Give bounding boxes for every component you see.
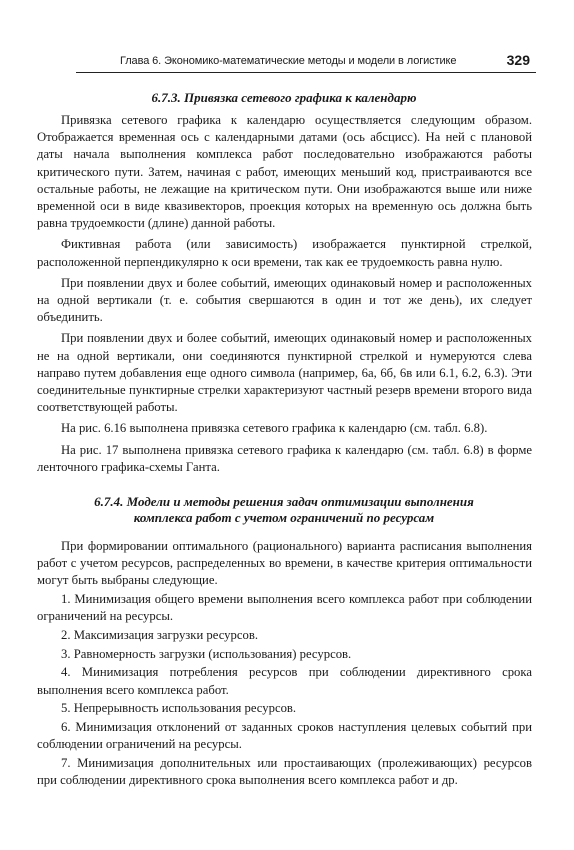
list-item: 1. Минимизация общего времени выполнения всего комплекса работ при соблюдении ограничений на ресурсы. — [37, 592, 532, 624]
list-item: 3. Равномерность загрузки (использования) ресурсов. — [61, 646, 352, 661]
heading-line: комплекса работ с учетом ограничений по ресурсам — [133, 510, 435, 525]
paragraph: На рис. 6.16 выполнена привязка сетевого графика к календарю (см. табл. 6.8). — [61, 421, 488, 436]
section-body-6-7-3 — [37, 112, 532, 476]
section-heading-6-7-4 — [36, 494, 532, 526]
list-item: 7. Минимизация дополнительных или простаивающих (пролеживающих) ресурсов при соблюдении директивного срока выполнения всего комплекса работ и др. — [37, 755, 532, 788]
section-heading-6-7-3: 6.7.3. Привязка сетевого графика к календарю — [151, 90, 417, 105]
chapter-title: Глава 6. Экономико-математические методы и модели в логистике — [120, 55, 457, 67]
paragraph: На рис. 17 выполнена привязка сетевого графика к календарю (см. табл. 6.8) в форме ленточного графика-схемы Ганта. — [37, 442, 532, 474]
list-item: 4. Минимизация потребления ресурсов при соблюдении директивного срока выполнения всего комплекса работ. — [37, 665, 532, 697]
criteria-list — [37, 591, 532, 789]
section-body-6-7-4 — [37, 538, 532, 789]
list-item: 5. Непрерывность использования ресурсов. — [61, 701, 297, 716]
paragraph: При появлении двух и более событий, имеющих одинаковый номер и расположенных не на одной вертикали, они соединяются пунктирной стрелкой и нумеруются слева направо путем добавления еще одного символа (например, 6а, 6б, 6в или 6.1, 6.2, 6.3). Эти соединительные пунктирные стрелки характеризуют частный резерв времени второго вида соответствующей работы. — [37, 331, 532, 415]
heading-line: 6.7.4. Модели и методы решения задач оптимизации выполнения — [94, 494, 474, 509]
paragraph: При появлении двух и более событий, имеющих одинаковый номер и расположенных на одной вертикали (т. е. события свершаются в один и тот же день), их следует объединить. — [37, 275, 532, 325]
running-header — [76, 52, 536, 73]
paragraph: При формировании оптимального (рационального) варианта расписания выполнения работ с учетом ресурсов, распределенных во времени, в качестве критерия оптимальности могут быть выбраны следующие. — [37, 539, 532, 588]
list-item: 6. Минимизация отклонений от заданных сроков наступления целевых событий при соблюдении ограничений на ресурсы. — [37, 720, 532, 752]
paragraph: Фиктивная работа (или зависимость) изображается пунктирной стрелкой, расположенной перпендикулярно к оси времени, так как ее трудоемкость равна нулю. — [37, 237, 532, 269]
list-item: 2. Максимизация загрузки ресурсов. — [61, 628, 259, 643]
paragraph: Привязка сетевого графика к календарю осуществляется следующим образом. Отображается временная ось с календарными датами (ось абсцисс). На ней с плановой даты начала выполнения комплекса работ последовательно изображаются работы критического пути. Затем, начиная с работ, имеющих меньший код, пристраиваются все остальные работы, не лежащие на критическом пути. Они изображаются выше или ниже временной оси в виде квазивекторов, проекция которых на временную ось должна быть равна трудоемкости (длине) данной работы. — [37, 113, 532, 231]
page-number: 329 — [506, 52, 530, 68]
